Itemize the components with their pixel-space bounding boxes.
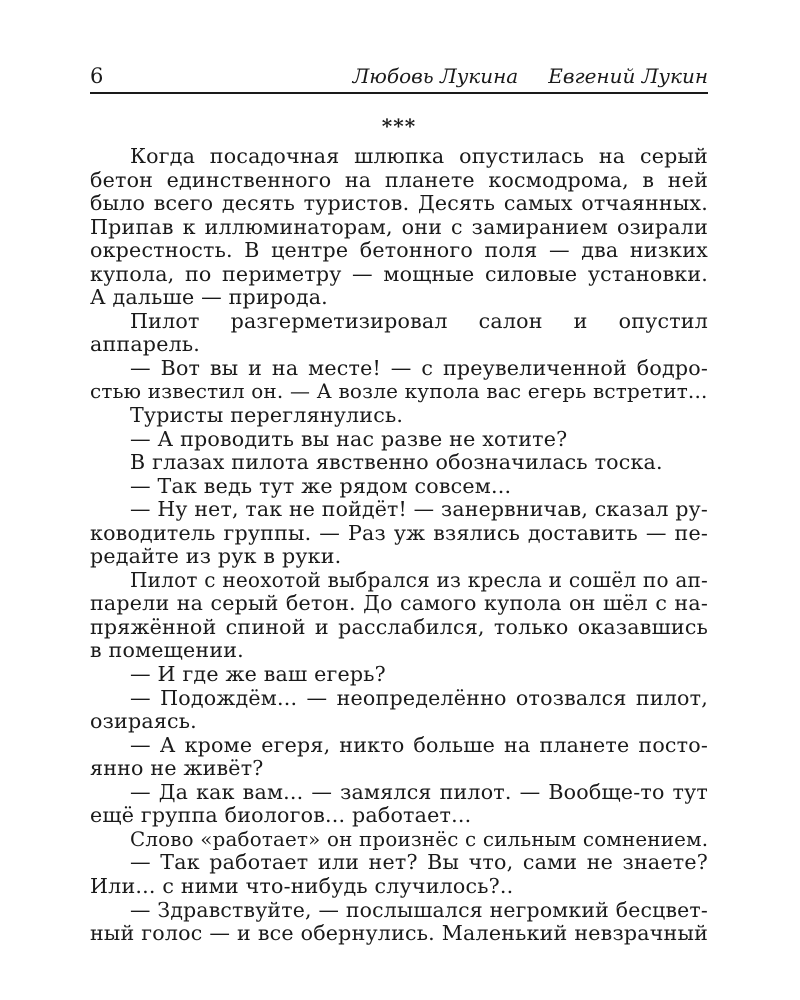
text-line: — Вот вы и на месте! — с преувеличенной бодро- — [130, 355, 708, 380]
text-line: Когда посадочная шлюпка опустилась на серый — [130, 144, 708, 168]
text-line: янно не живёт? — [90, 756, 264, 781]
text-line: — Так работает или нет? Вы что, сами не знаете? — [130, 850, 708, 875]
text-line: А дальше — природа. — [90, 285, 328, 310]
header-authors — [353, 64, 708, 88]
author-name: Евгений Лукин — [548, 64, 708, 88]
text-line: В глазах пилота явственно обозначилась тоска. — [130, 450, 663, 475]
text-line: Слово «работает» он произнёс с сильным сомнением. — [130, 827, 709, 851]
text-line: пряжённой спиной и расслабился, только оказавшись — [90, 614, 708, 639]
section-break: *** — [381, 114, 417, 138]
text-line: было всего десять туристов. Десять самых отчаянных. — [90, 191, 708, 216]
running-header — [90, 60, 708, 94]
text-line: — Да как вам... — замялся пилот. — Вообще-то тут — [130, 779, 708, 804]
text-line: в помещении. — [90, 638, 244, 663]
text-line: Туристы переглянулись. — [130, 403, 404, 428]
text-line: ководитель группы. — Раз уж взялись доставить — пе- — [90, 520, 708, 545]
text-line: Припав к иллюминаторам, они с замиранием озирали — [90, 214, 708, 239]
text-line: редайте из рук в руки. — [90, 544, 342, 569]
text-line: бетон единственного на планете космодрома, в ней — [90, 167, 708, 192]
page-number: 6 — [90, 64, 104, 88]
text-line: — Здравствуйте, — послышался негромкий бесцвет- — [130, 897, 708, 922]
text-line: ный голос — и все обернулись. Маленький невзрачный — [90, 921, 708, 946]
author-name: Любовь Лукина — [352, 64, 519, 88]
text-line: ещё группа биологов... работает... — [90, 803, 472, 828]
text-line: — Подождём... — неопределённо отозвался пилот, — [130, 685, 708, 710]
text-lines — [90, 145, 708, 946]
text-line: Пилот разгерметизировал салон и опустил — [130, 308, 708, 333]
text-line: окрестность. В центре бетонного поля — два низких — [90, 238, 708, 263]
body-text — [90, 113, 708, 946]
text-line: — Ну нет, так не пойдёт! — занервничав, сказал ру- — [130, 497, 708, 522]
text-line: парели на серый бетон. До самого купола он шёл с на- — [90, 591, 708, 616]
text-line: Или... с ними что-нибудь случилось?.. — [90, 873, 514, 898]
text-line: стью известил он. — А возле купола вас егерь встретит... — [90, 379, 708, 404]
text-line: — И где же ваш егерь? — [130, 662, 386, 687]
text-line: — А проводить вы нас разве не хотите? — [130, 426, 568, 451]
text-line: — Так ведь тут же рядом совсем... — [130, 473, 512, 498]
text-line: — А кроме егеря, никто больше на планете посто- — [130, 732, 708, 757]
text-line: озираясь. — [90, 709, 197, 734]
text-line: Пилот с неохотой выбрался из кресла и сошёл по ап- — [130, 567, 708, 592]
text-line: аппарель. — [90, 332, 201, 357]
text-line: купола, по периметру — мощные силовые установки. — [90, 261, 708, 286]
